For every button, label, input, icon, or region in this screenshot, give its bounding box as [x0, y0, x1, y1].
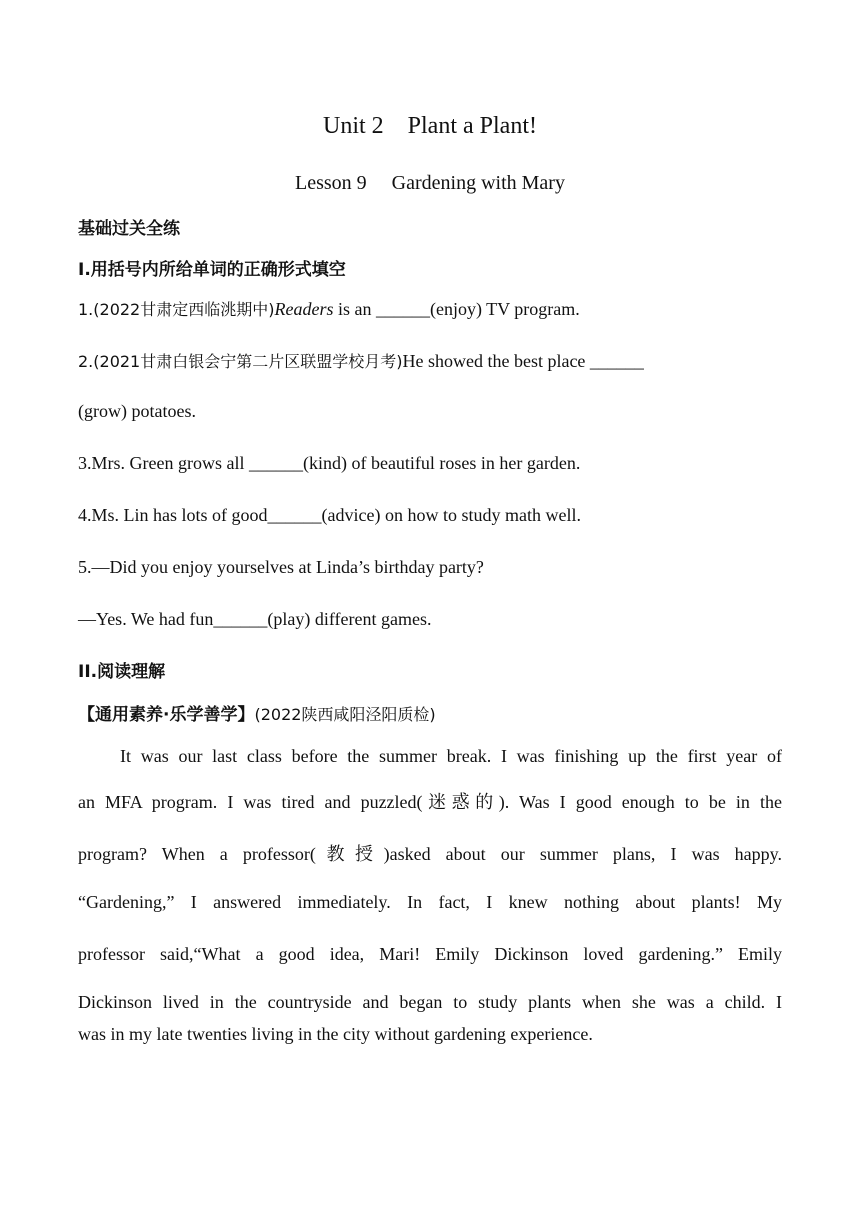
- question-2: [78, 349, 644, 372]
- question-2-source: 2.(2021甘肃白银会宁第二片区联盟学校月考): [78, 352, 403, 371]
- question-1-source: 1.(2022甘肃定西临洮期中): [78, 300, 275, 319]
- reading-tag: 【通用素养·乐学善学】: [78, 705, 255, 725]
- question-5-prompt: 5.—Did you enjoy yourselves at Linda’s birthday party?: [78, 557, 484, 577]
- passage-line-3: program? When a professor(教授)asked about our summer plans, I was happy.: [78, 844, 782, 864]
- passage-line-4: “Gardening,” I answered immediately. In fact, I knew nothing about plants! My: [78, 892, 782, 912]
- reading-source: (2022陕西咸阳泾阳质检): [254, 705, 436, 724]
- question-3: 3.Mrs. Green grows all ______(kind) of beautiful roses in her garden.: [78, 453, 581, 473]
- part1-heading: I.用括号内所给单词的正确形式填空: [78, 260, 346, 280]
- question-2-continued: (grow) potatoes.: [78, 401, 196, 421]
- passage-line-5: professor said,“What a good idea, Mari! Emily Dickinson loved gardening.” Emily: [78, 944, 782, 964]
- part2-heading: II.阅读理解: [78, 662, 166, 682]
- question-1: [78, 297, 580, 320]
- question-5-answer: —Yes. We had fun______(play) different games.: [78, 609, 432, 629]
- question-4: 4.Ms. Lin has lots of good______(advice) on how to study math well.: [78, 505, 581, 525]
- question-1-text: is an ______(enjoy) TV program.: [333, 299, 580, 319]
- question-1-italic: Readers: [274, 299, 334, 319]
- lesson-title: Lesson 9 Gardening with Mary: [295, 172, 565, 194]
- passage-line-1: It was our last class before the summer break. I was finishing up the first year of: [120, 746, 782, 766]
- passage-line-7: was in my late twenties living in the city without gardening experience.: [78, 1024, 593, 1044]
- reading-tag-line: [78, 700, 436, 725]
- unit-title: Unit 2 Plant a Plant!: [323, 113, 537, 139]
- section-heading: 基础过关全练: [78, 219, 180, 239]
- question-2-text: He showed the best place ______: [402, 351, 644, 371]
- passage-line-6: Dickinson lived in the countryside and began to study plants when she was a child. I: [78, 992, 782, 1012]
- passage-line-2: an MFA program. I was tired and puzzled(迷惑的). Was I good enough to be in the: [78, 792, 782, 812]
